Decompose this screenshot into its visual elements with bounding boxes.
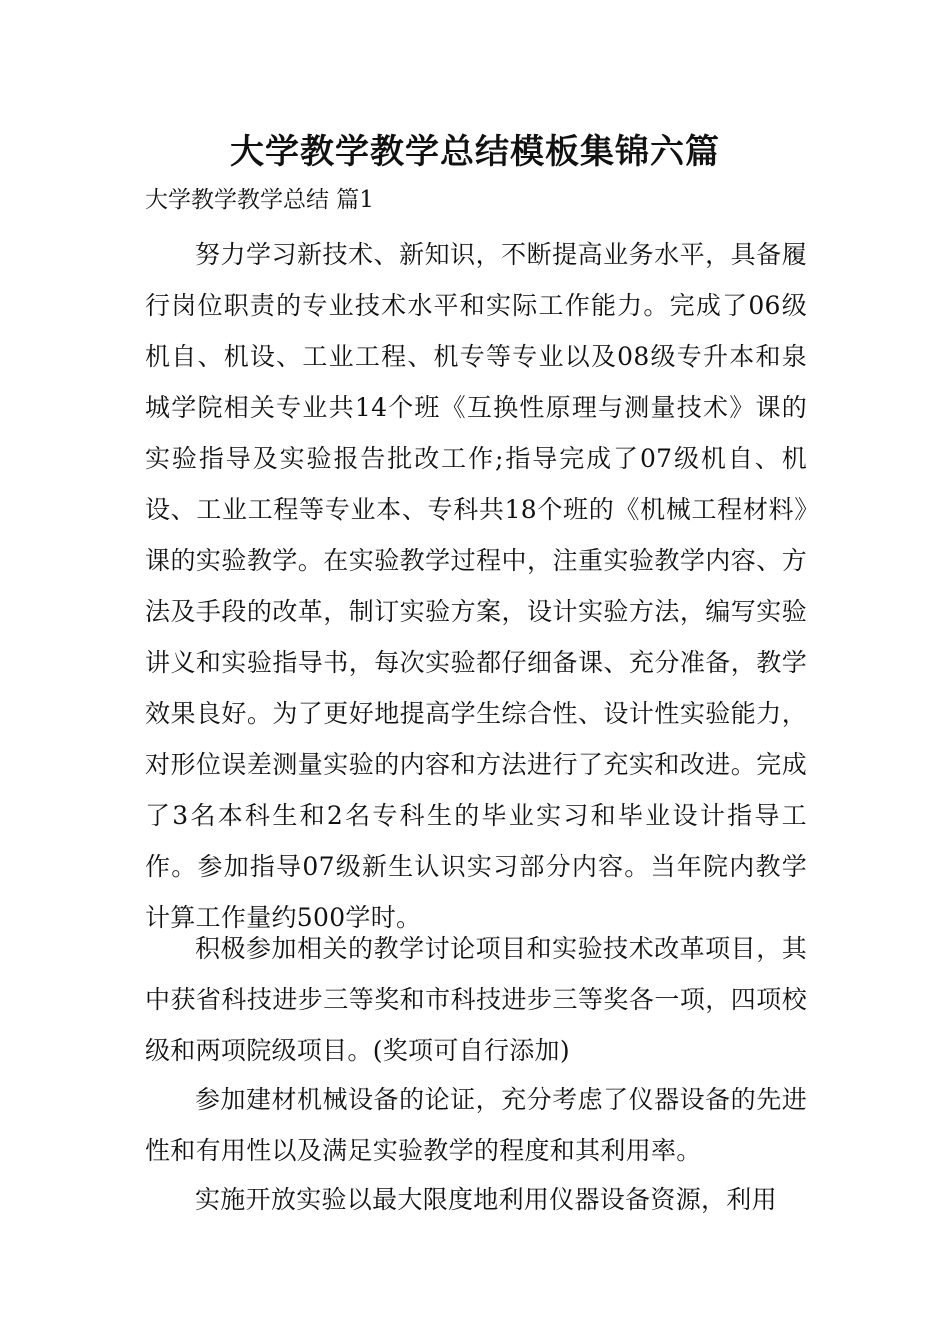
paragraph-4: 实施开放实验以最大限度地利用仪器设备资源，利用: [195, 1185, 777, 1214]
paragraph-3: 参加建材机械设备的论证，充分考虑了仪器设备的先进性和有用性以及满足实验教学的程度和其利用率。: [145, 1085, 807, 1165]
document-title: 大学教学教学总结模板集锦六篇: [230, 132, 720, 172]
section-heading: 大学教学教学总结 篇1: [145, 187, 374, 213]
paragraph-2: 积极参加相关的教学讨论项目和实验技术改革项目，其中获省科技进步三等奖和市科技进步三等奖各一项，四项校级和两项院级项目。(奖项可自行添加): [145, 934, 807, 1065]
paragraph-1: 努力学习新技术、新知识，不断提高业务水平，具备履行岗位职责的专业技术水平和实际工作能力。完成了06级机自、机设、工业工程、机专等专业以及08级专升本和泉城学院相关专业共14个班《互换性原理与测量技术》课的实验指导及实验报告批改工作;指导完成了07级机自、机设、工业工程等专业本、专科共18个班的《机械工程材料》课的实验教学。在实验教学过程中，注重实验教学内容、方法及手段的改革，制订实验方案，设计实验方法，编写实验讲义和实验指导书，每次实验都仔细备课、充分准备，教学效果良好。为了更好地提高学生综合性、设计性实验能力，对形位误差测量实验的内容和方法进行了充实和改进。完成了3名本科生和2名专科生的毕业实习和毕业设计指导工作。参加指导07级新生认识实习部分内容。当年院内教学计算工作量约500学时。: [145, 240, 807, 932]
